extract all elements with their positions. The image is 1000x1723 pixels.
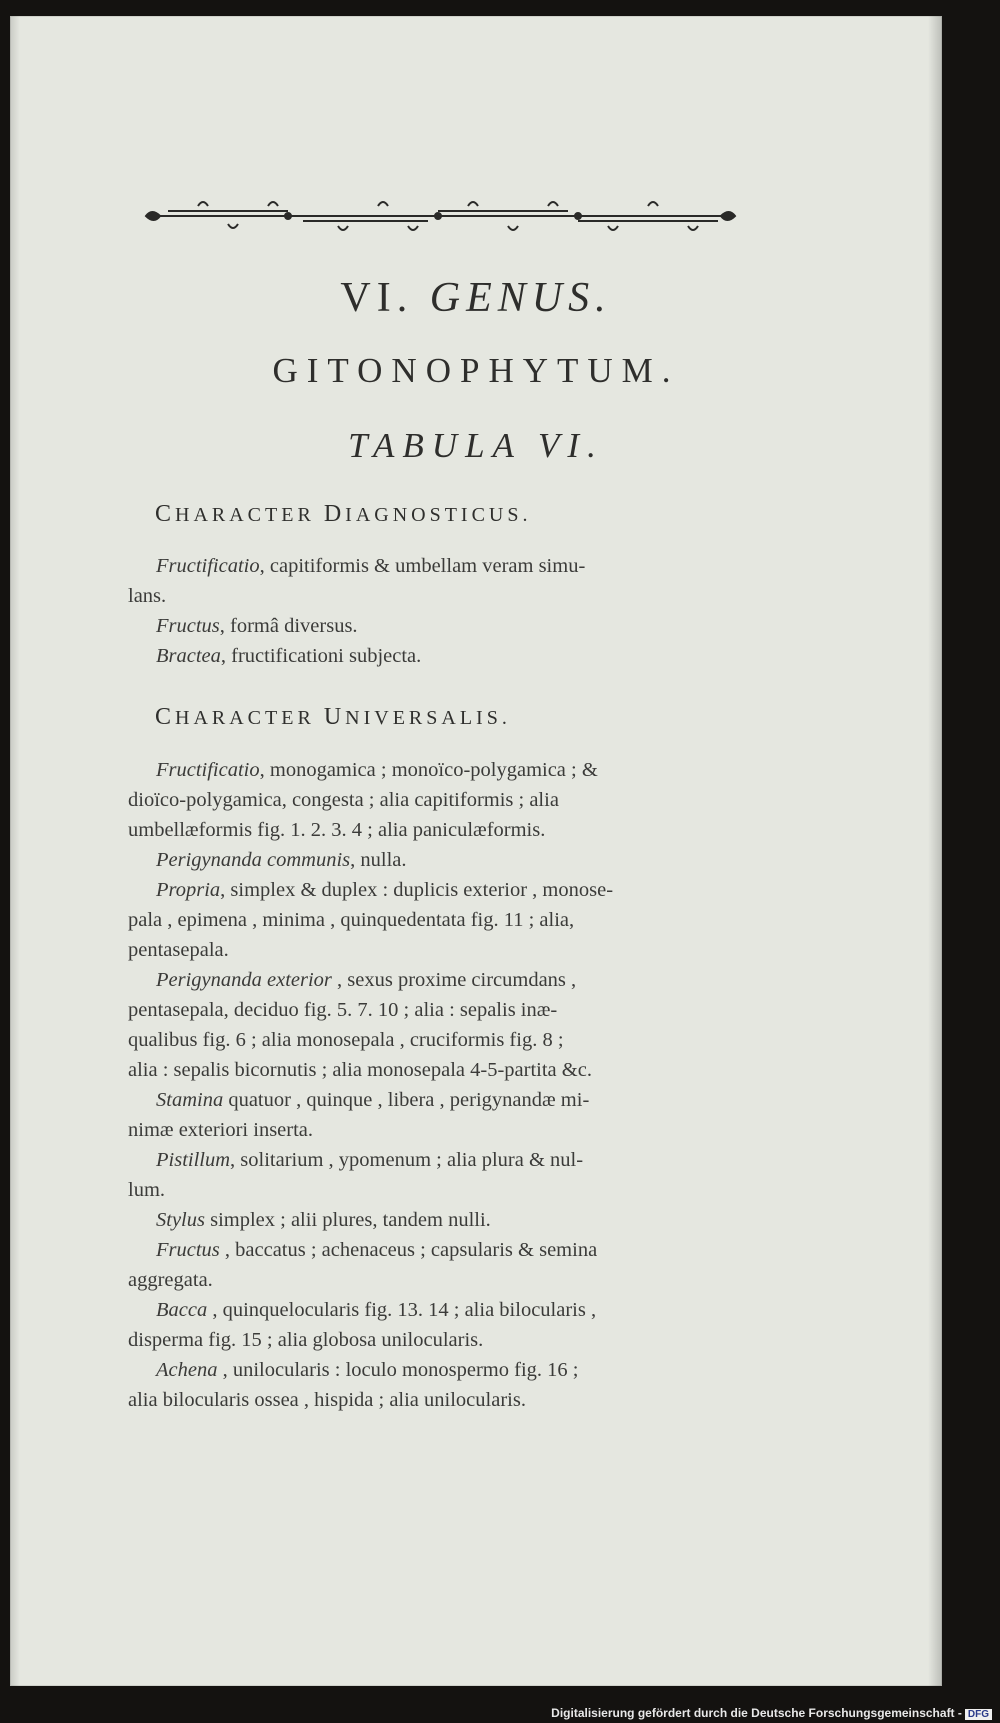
- text-line: nimæ exteriori inserta.: [128, 1119, 314, 1141]
- section-heading-diagnosticus: CHARACTER DIAGNOSTICUS.: [155, 501, 532, 527]
- page-gutter-shadow: [10, 16, 20, 1686]
- text-line: Fructus , baccatus ; achenaceus ; capsularis & semina: [156, 1239, 598, 1261]
- text-line: lum.: [128, 1179, 166, 1201]
- text-line: Perigynanda exterior , sexus proxime circumdans ,: [156, 969, 577, 991]
- text-line: Fructificatio, monogamica ; monoïco-polygamica ; &: [156, 759, 598, 781]
- footer-text: Digitalisierung gefördert durch die Deutsche Forschungsgemeinschaft -: [551, 1706, 962, 1720]
- text-line: aggregata.: [128, 1269, 213, 1291]
- text-line: Achena , unilocularis : loculo monospermo fig. 16 ;: [156, 1359, 579, 1381]
- text-line: alia bilocularis ossea , hispida ; alia unilocularis.: [128, 1389, 526, 1411]
- text-line: disperma fig. 15 ; alia globosa unilocularis.: [128, 1329, 484, 1351]
- genus-heading: [10, 274, 942, 322]
- text-line: pentasepala.: [128, 939, 229, 961]
- genus-word: GENUS.: [429, 275, 612, 321]
- text-line: Stylus simplex ; alii plures, tandem nulli.: [156, 1209, 491, 1231]
- text-line: dioïco-polygamica, congesta ; alia capitiformis ; alia: [128, 789, 559, 811]
- decorative-vine-ornament: [138, 194, 743, 238]
- genus-numeral: VI.: [340, 275, 414, 321]
- book-page: [10, 16, 942, 1686]
- page-edge-shadow: [928, 16, 942, 1686]
- text-line: Bractea, fructificationi subjecta.: [156, 645, 422, 667]
- text-line: Pistillum, solitarium , ypomenum ; alia plura & nul-: [156, 1149, 584, 1171]
- section-heading-universalis: CHARACTER UNIVERSALIS.: [155, 704, 511, 730]
- dfg-logo: DFG: [965, 1709, 992, 1720]
- text-line: Stamina quatuor , quinque , libera , perigynandæ mi-: [156, 1089, 590, 1111]
- genus-name: GITONOPHYTUM.: [272, 351, 680, 390]
- text-line: pentasepala, deciduo fig. 5. 7. 10 ; alia : sepalis inæ-: [128, 999, 558, 1021]
- text-line: lans.: [128, 585, 167, 607]
- text-line: umbellæformis fig. 1. 2. 3. 4 ; alia paniculæformis.: [128, 819, 546, 841]
- text-line: Perigynanda communis, nulla.: [156, 849, 407, 871]
- text-line: pala , epimena , minima , quinquedentata fig. 11 ; alia,: [128, 909, 575, 931]
- text-line: qualibus fig. 6 ; alia monosepala , cruciformis fig. 8 ;: [128, 1029, 564, 1051]
- text-line: alia : sepalis bicornutis ; alia monosepala 4-5-partita &c.: [128, 1059, 592, 1081]
- text-line: Bacca , quinquelocularis fig. 13. 14 ; alia bilocularis ,: [156, 1299, 597, 1321]
- digitization-footer: [551, 1706, 992, 1720]
- text-line: Propria, simplex & duplex : duplicis exterior , monose-: [156, 879, 614, 901]
- text-line: Fructus, formâ diversus.: [156, 615, 358, 637]
- text-line: Fructificatio, capitiformis & umbellam veram simu-: [156, 555, 586, 577]
- tabula-heading: TABULA VI.: [348, 426, 604, 465]
